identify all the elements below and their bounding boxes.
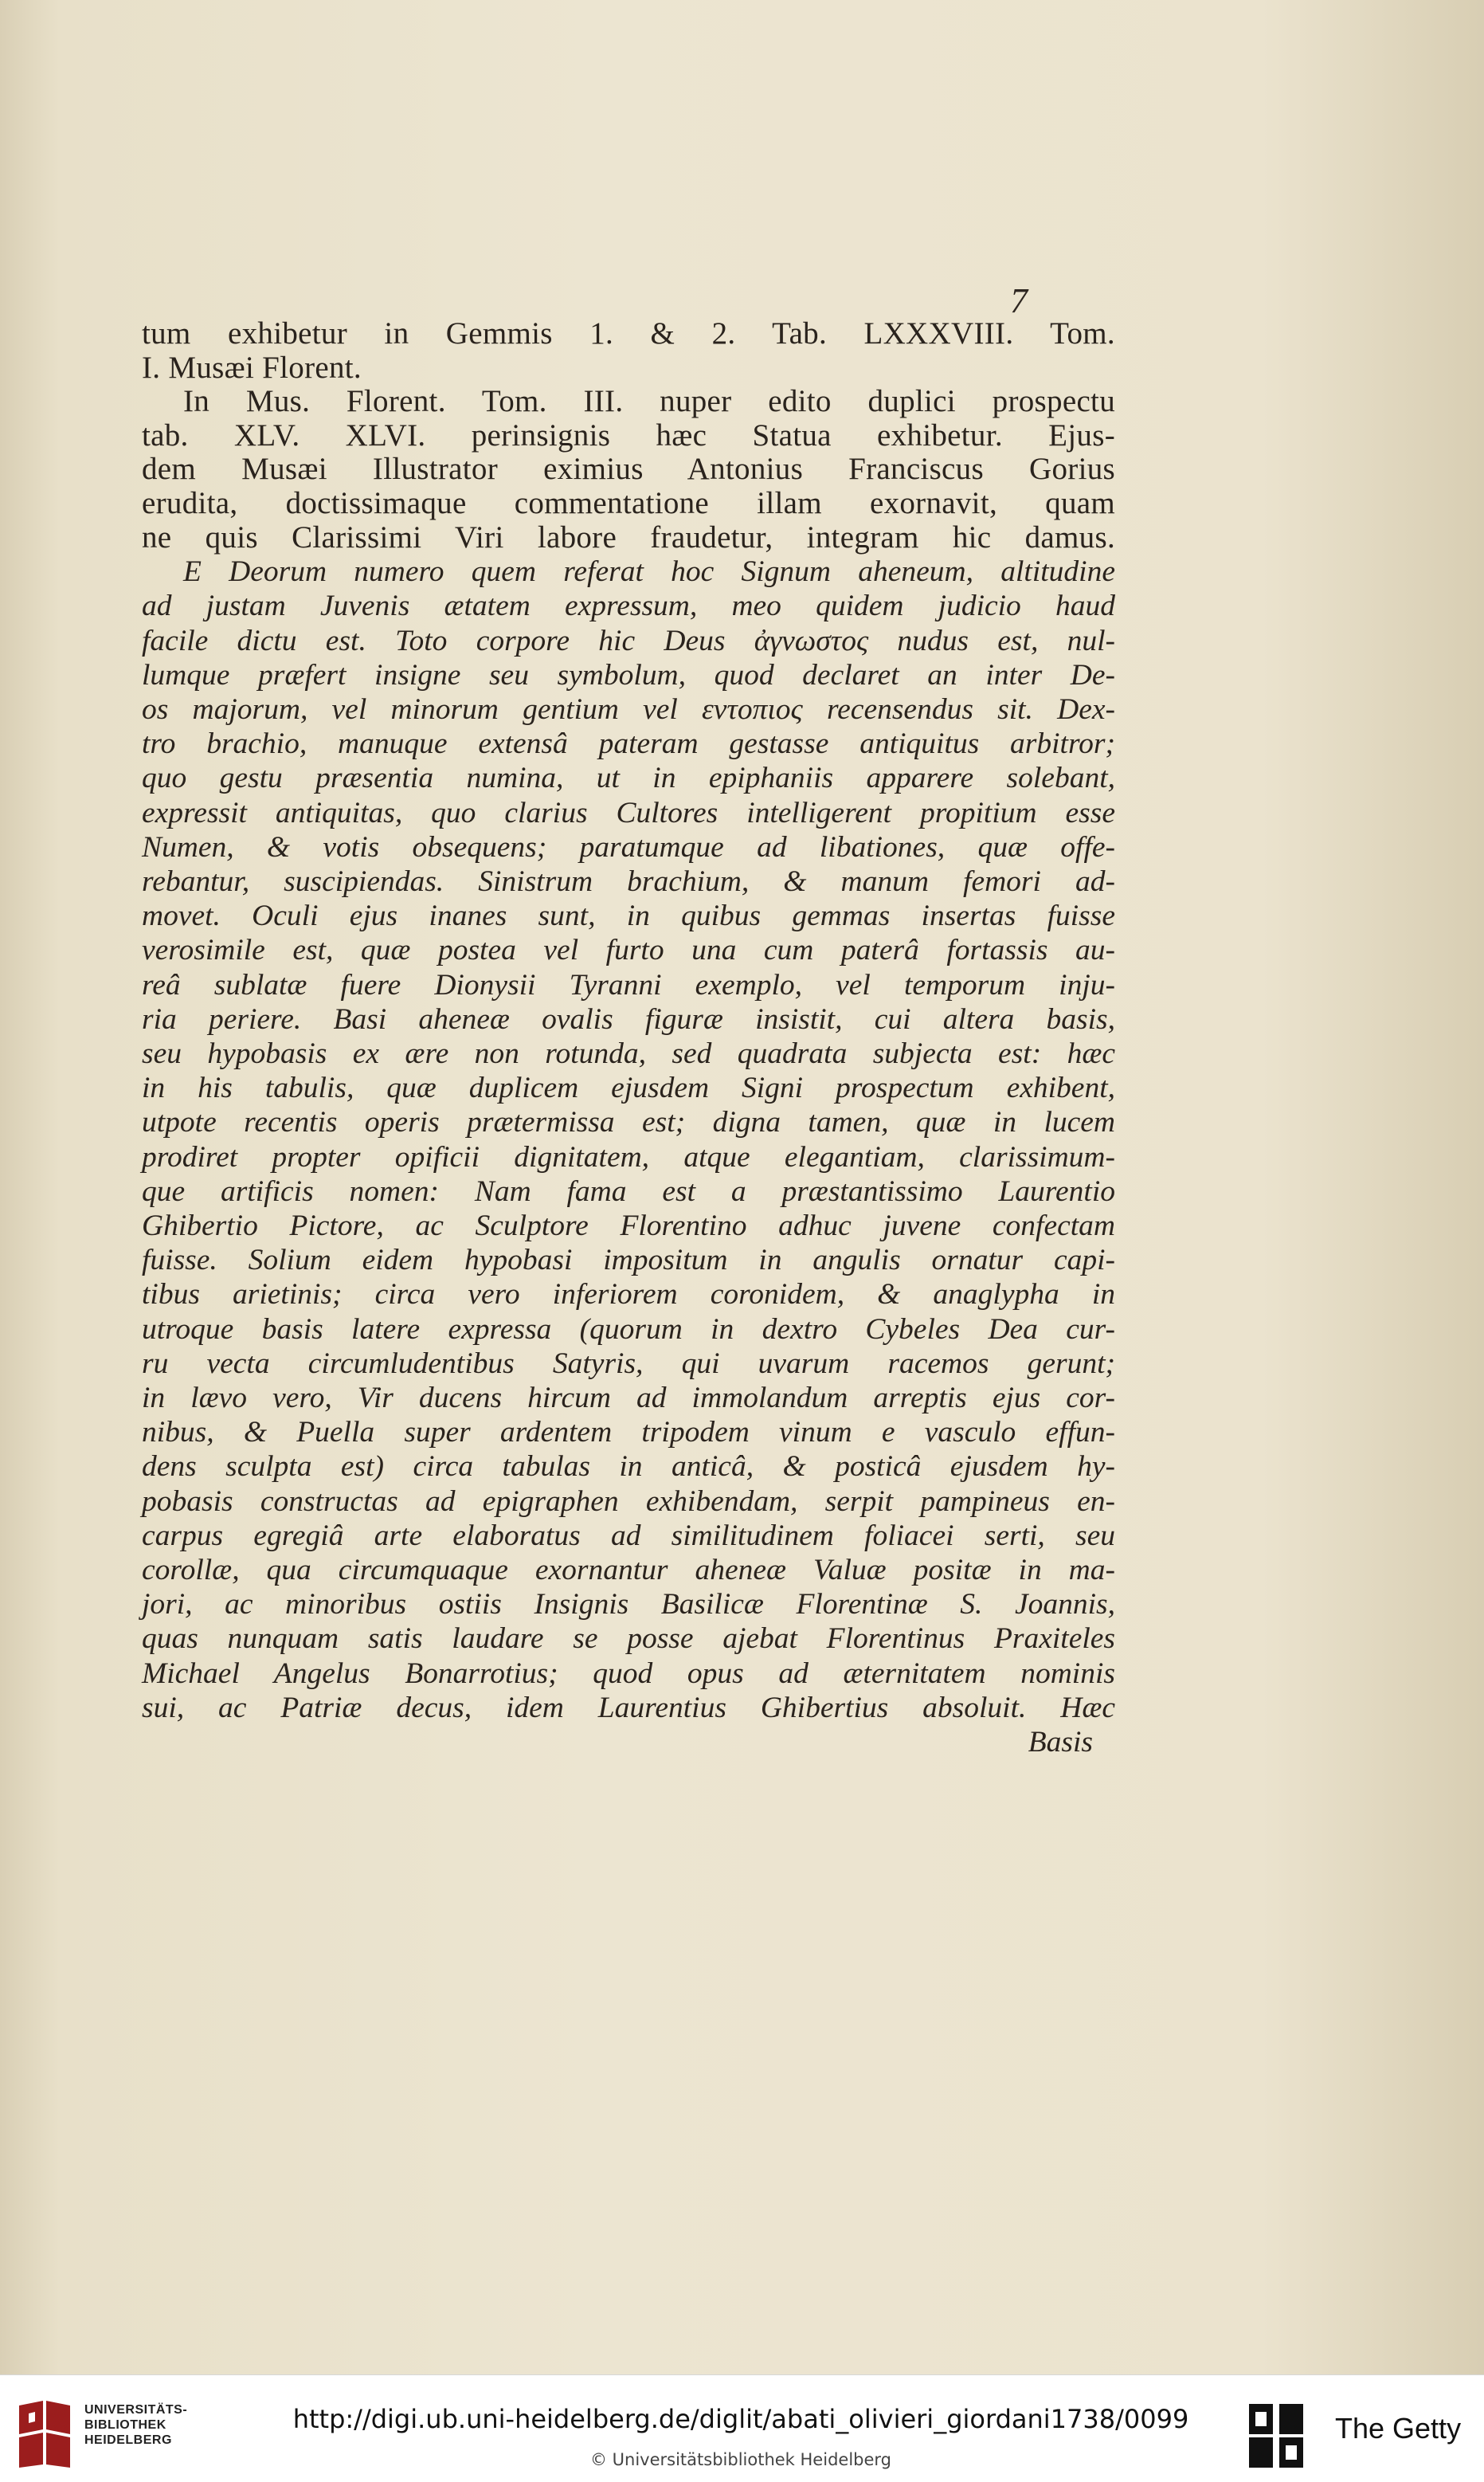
text-line: quo gestu præsentia numina, ut in epiphaniis apparere solebant, — [142, 762, 1115, 795]
text-line: Ghibertio Pictore, ac Sculptore Florentino adhuc juvene confectam — [142, 1210, 1115, 1243]
text-line: quas nunquam satis laudare se posse ajebat Florentinus Praxiteles — [142, 1622, 1115, 1656]
text-line: ru vecta circumludentibus Satyris, qui uvarum racemos gerunt; — [142, 1347, 1115, 1380]
text-line: tum exhibetur in Gemmis 1. & 2. Tab. LXXXVIII. Tom. — [142, 316, 1115, 351]
opening-paragraph — [142, 317, 1115, 385]
text-line: Numen, & votis obsequens; paratumque ad libationes, quæ offe- — [142, 830, 1115, 864]
ub-heidelberg-logo-icon — [11, 2398, 76, 2469]
text-line: tro brachio, manuque extensâ pateram gestasse antiquitus arbitror; — [142, 727, 1115, 761]
text-line: In Mus. Florent. Tom. III. nuper edito duplici prospectu — [183, 384, 1115, 419]
getty-logo-icon — [1247, 2402, 1305, 2469]
text-line: E Deorum numero quem referat hoc Signum aheneum, altitudine — [183, 555, 1115, 589]
text-line: corollæ, qua circumquaque exornantur aheneæ Valuæ positæ in ma- — [142, 1554, 1115, 1587]
text-line: jori, ac minoribus ostiis Insignis Basilicæ Florentinæ S. Joannis, — [142, 1588, 1115, 1621]
text-line: ria periere. Basi aheneæ ovalis figuræ insistit, cui altera basis, — [142, 1002, 1115, 1036]
text-line: tibus arietinis; circa vero inferiorem coronidem, & anaglypha in — [142, 1278, 1115, 1312]
text-line: ad justam Juvenis ætatem expressum, meo quidem judicio haud — [142, 590, 1115, 623]
text-line: prodiret propter opificii dignitatem, atque elegantiam, clarissimum- — [142, 1140, 1115, 1174]
text-line: nibus, & Puella super ardentem tripodem vinum e vasculo effun- — [142, 1416, 1115, 1449]
text-line: utroque basis latere expressa (quorum in dextro Cybeles Dea cur- — [142, 1312, 1115, 1346]
text-line: reâ sublatæ fuere Dionysii Tyranni exemplo, vel temporum inju- — [142, 968, 1115, 1002]
text-line: seu hypobasis ex ære non rotunda, sed quadrata subjecta est: hæc — [142, 1037, 1115, 1070]
text-line: erudita, doctissimaque commentatione illam exornavit, quam — [142, 485, 1115, 520]
text-line: expressit antiquitas, quo clarius Cultores intelligerent propitium esse — [142, 796, 1115, 829]
text-line: fuisse. Solium eidem hypobasi impositum in angulis ornatur capi- — [142, 1244, 1115, 1277]
text-block — [142, 317, 1115, 1759]
text-line: verosimile est, quæ postea vel furto una cum paterâ fortassis au- — [142, 934, 1115, 967]
catchword: Basis — [1028, 1726, 1093, 1759]
second-paragraph — [142, 385, 1115, 555]
viewer-footer — [0, 2374, 1484, 2482]
text-line: dens sculpta est) circa tabulas in anticâ, & posticâ ejusdem hy- — [142, 1450, 1115, 1484]
text-line: lumque præfert insigne seu symbolum, quod declaret an inter De- — [142, 658, 1115, 692]
text-line: pobasis constructas ad epigraphen exhibendam, serpit pampineus en- — [142, 1484, 1115, 1518]
text-line: que artificis nomen: Nam fama est a præstantissimo Laurentio — [142, 1174, 1115, 1208]
partner-name: The Getty — [1335, 2412, 1462, 2445]
text-line: rebantur, suscipiendas. Sinistrum brachium, & manum femori ad- — [142, 865, 1115, 898]
text-line: movet. Oculi ejus inanes sunt, in quibus gemmas insertas fuisse — [142, 900, 1115, 933]
text-line: Michael Angelus Bonarrotius; quod opus ad æternitatem nominis — [142, 1657, 1115, 1690]
text-line: I. Musæi Florent. — [142, 350, 362, 385]
italic-paragraph — [142, 555, 1115, 1725]
text-line: sui, ac Patriæ decus, idem Laurentius Ghibertius absoluit. Hæc — [142, 1691, 1115, 1724]
text-line: os majorum, vel minorum gentium vel εντοπιος recensendus sit. Dex- — [142, 692, 1115, 726]
text-line: in lævo vero, Vir ducens hircum ad immolandum arreptis ejus cor- — [142, 1382, 1115, 1415]
permalink-url[interactable]: http://digi.ub.uni-heidelberg.de/diglit/abati_olivieri_giordani1738/0099 — [292, 2404, 1189, 2434]
library-name: UNIVERSITÄTS- BIBLIOTHEK HEIDELBERG — [84, 2403, 188, 2447]
copyright-notice: © Universitätsbibliothek Heidelberg — [589, 2450, 891, 2469]
text-line: in his tabulis, quæ duplicem ejusdem Signi prospectum exhibent, — [142, 1072, 1115, 1105]
text-line: facile dictu est. Toto corpore hic Deus ἀγνωστος nudus est, nul- — [142, 624, 1115, 657]
page-number: 7 — [1010, 281, 1028, 320]
text-line: ne quis Clarissimi Viri labore fraudetur, integram hic damus. — [142, 520, 1115, 555]
text-line: tab. XLV. XLVI. perinsignis hæc Statua exhibetur. Ejus- — [142, 418, 1115, 453]
text-line: dem Musæi Illustrator eximius Antonius Franciscus Gorius — [142, 452, 1115, 487]
text-line: utpote recentis operis prætermissa est; digna tamen, quæ in lucem — [142, 1106, 1115, 1139]
text-line: carpus egregiâ arte elaboratus ad similitudinem foliacei serti, seu — [142, 1519, 1115, 1552]
